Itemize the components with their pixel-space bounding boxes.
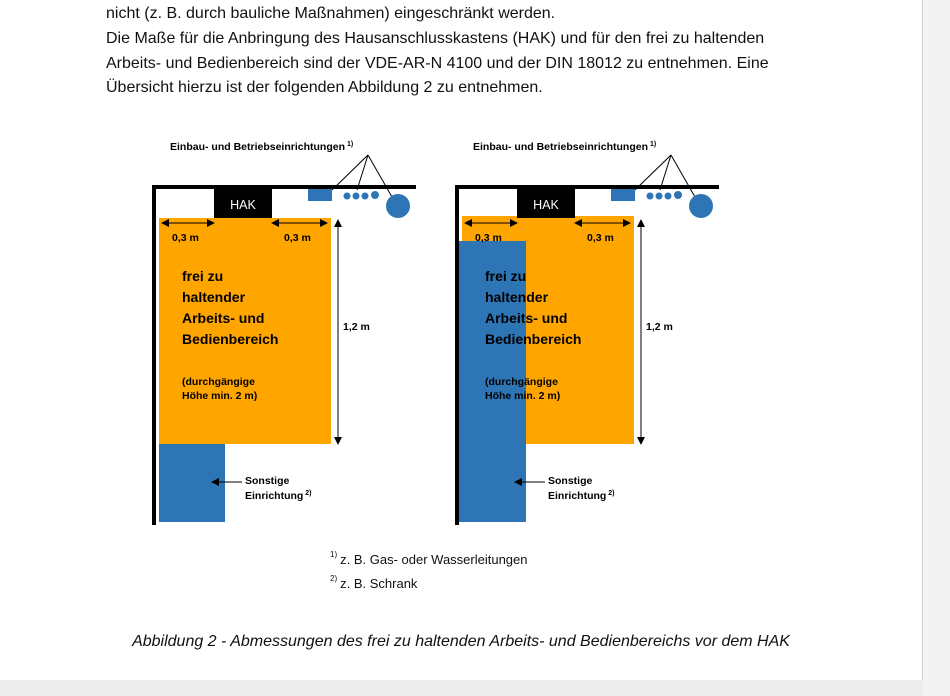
hak-diagram xyxy=(0,130,922,670)
top-label: Einbau- und Betriebseinrichtungen $^{1)}$ xyxy=(473,141,657,153)
working-area-note: Höhe min. 2 m) xyxy=(485,390,561,402)
body-text-line: nicht (z. B. durch bauliche Maßnahmen) eingeschränkt werden. xyxy=(106,5,556,22)
other-equipment-label: Einrichtung $^{2)}$ xyxy=(245,490,312,502)
footnote-1: $^{1)}$ z. B. Gas- oder Wasserleitungen xyxy=(330,550,528,567)
pipe-small xyxy=(647,193,654,200)
dimension-label-right: 0,3 m xyxy=(284,232,311,244)
dimension-label-left: 0,3 m xyxy=(172,232,199,244)
top-label: Einbau- und Betriebseinrichtungen $^{1)}$ xyxy=(170,141,354,153)
other-equipment-label: Einrichtung $^{2)}$ xyxy=(548,490,615,502)
side-wall xyxy=(455,185,459,525)
other-equipment-label: Sonstige xyxy=(548,475,593,487)
other-equipment-block xyxy=(159,444,225,522)
pipe-small xyxy=(344,193,351,200)
dimension-label-left: 0,3 m xyxy=(475,232,502,244)
viewer-background xyxy=(0,680,923,696)
body-text-line: Arbeits- und Bedienbereich sind der VDE-AR-N 4100 und der DIN 18012 zu entnehmen. Eine xyxy=(106,55,769,72)
working-area-label: Bedienbereich xyxy=(485,331,582,347)
footnote-2: $^{2)}$ z. B. Schrank xyxy=(330,574,418,591)
ceiling-wall xyxy=(455,185,719,189)
pipe-rect xyxy=(611,189,635,201)
scrollbar[interactable] xyxy=(923,0,950,696)
pipe-large xyxy=(386,194,410,218)
pipe-small xyxy=(371,191,379,199)
callout-line xyxy=(671,155,695,197)
working-area-label: frei zu xyxy=(485,268,527,284)
pipe-small xyxy=(665,193,672,200)
pipe-small xyxy=(362,193,369,200)
working-area-note: Höhe min. 2 m) xyxy=(182,390,258,402)
other-equipment-label: Sonstige xyxy=(245,475,290,487)
working-area-note: (durchgängige xyxy=(485,376,558,388)
working-area-label: frei zu xyxy=(182,268,224,284)
working-area-label: Arbeits- und xyxy=(485,310,568,326)
callout-line xyxy=(368,155,392,197)
working-area-label: Arbeits- und xyxy=(182,310,265,326)
pipe-small xyxy=(656,193,663,200)
hak-label: HAK xyxy=(533,198,559,212)
body-text-line: Die Maße für die Anbringung des Hausanschlusskastens (HAK) und für den frei zu haltenden xyxy=(106,30,765,47)
side-wall xyxy=(152,185,156,525)
pipe-rect xyxy=(308,189,332,201)
body-text-line: Übersicht hierzu ist der folgenden Abbildung 2 zu entnehmen. xyxy=(106,79,543,96)
figure-caption: Abbildung 2 - Abmessungen des frei zu haltenden Arbeits- und Bedienbereichs vor dem HAK xyxy=(132,633,790,650)
pipe-large xyxy=(689,194,713,218)
dimension-label-height: 1,2 m xyxy=(646,321,673,333)
pipe-small xyxy=(674,191,682,199)
pipe-small xyxy=(353,193,360,200)
working-area-label: Bedienbereich xyxy=(182,331,279,347)
working-area-label: haltender xyxy=(182,289,246,305)
hak-label: HAK xyxy=(230,198,256,212)
dimension-label-height: 1,2 m xyxy=(343,321,370,333)
dimension-label-right: 0,3 m xyxy=(587,232,614,244)
working-area-label: haltender xyxy=(485,289,549,305)
working-area-note: (durchgängige xyxy=(182,376,255,388)
ceiling-wall xyxy=(152,185,416,189)
